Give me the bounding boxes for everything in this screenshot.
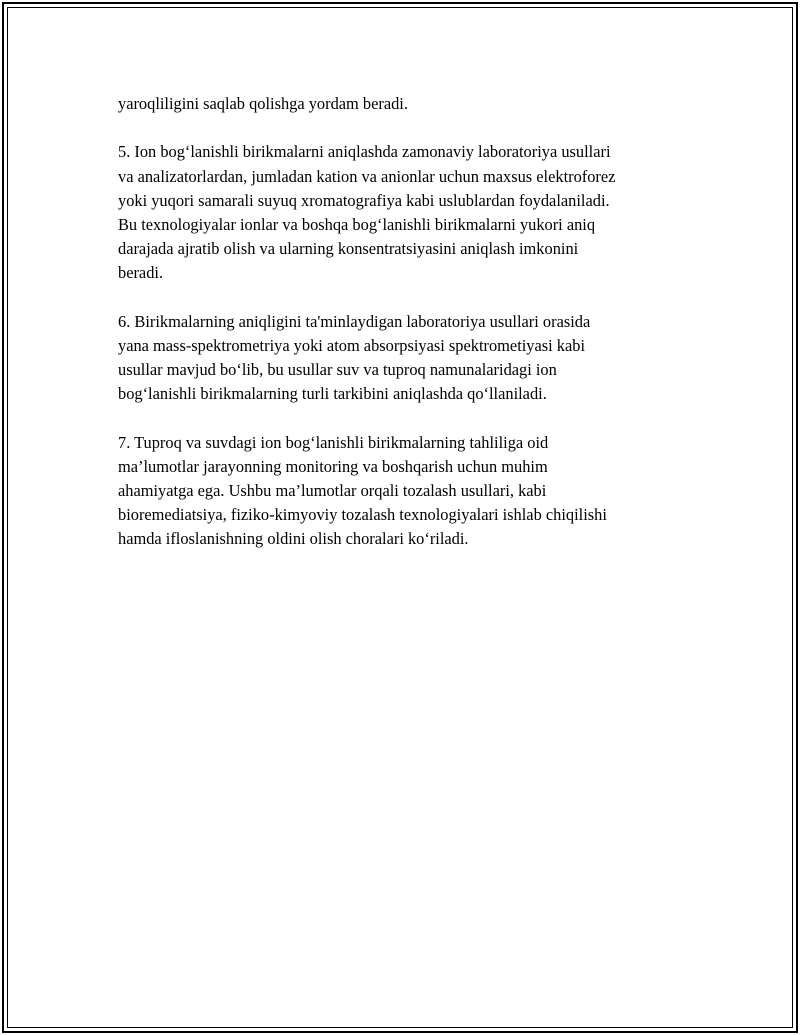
- text-line: ma’lumotlar jarayonning monitoring va boshqarish uchun muhim: [118, 456, 548, 476]
- text-line: Bu texnologiyalar ionlar va boshqa bog‘lanishli birikmalarni yukori aniq: [118, 214, 596, 234]
- paragraph-6: [118, 310, 678, 407]
- paragraph-gap: [118, 286, 678, 310]
- text-line: usullar mavjud bo‘lib, bu usullar suv va tuproq namunalaridagi ion: [118, 360, 557, 380]
- paragraph-gap: [118, 406, 678, 430]
- paragraph-7: [118, 431, 678, 552]
- text-line: darajada ajratib olish va ularning konsentratsiyasini aniqlash imkonini: [118, 239, 579, 259]
- text-line: yaroqliligini saqlab qolishga yordam beradi.: [118, 94, 408, 113]
- text-line: 6. Birikmalarning aniqligini ta'minlaydigan laboratoriya usullari orasida: [118, 311, 591, 331]
- paragraph-gap: [118, 116, 678, 140]
- text-line: yana mass-spektrometriya yoki atom absorpsiyasi spektrometiyasi kabi: [118, 335, 586, 355]
- text-line: yoki yuqori samarali suyuq xromatografiya kabi uslublardan foydalaniladi.: [118, 190, 610, 210]
- paragraph-5: [118, 140, 678, 285]
- text-line: bioremediatsiya, fiziko-kimyoviy tozalash texnologiyalari ishlab chiqilishi: [118, 505, 607, 525]
- text-line: ahamiyatga ega. Ushbu ma’lumotlar orqali tozalash usullari, kabi: [118, 481, 547, 500]
- text-line: bog‘lanishli birikmalarning turli tarkibini aniqlashda qo‘llaniladi.: [118, 384, 547, 404]
- text-line: 7. Tuproq va suvdagi ion bog‘lanishli birikmalarning tahliliga oid: [118, 432, 549, 452]
- document-body: [118, 92, 678, 552]
- paragraph-4-continuation: [118, 92, 678, 116]
- text-line: beradi.: [118, 263, 164, 283]
- text-line: 5. Ion bog‘lanishli birikmalarni aniqlashda zamonaviy laboratoriya usullari: [118, 142, 611, 162]
- text-line: hamda ifloslanishning oldini olish choralari ko‘riladi.: [118, 529, 469, 549]
- text-line: va analizatorlardan, jumladan kation va anionlar uchun maxsus elektroforez: [118, 166, 616, 186]
